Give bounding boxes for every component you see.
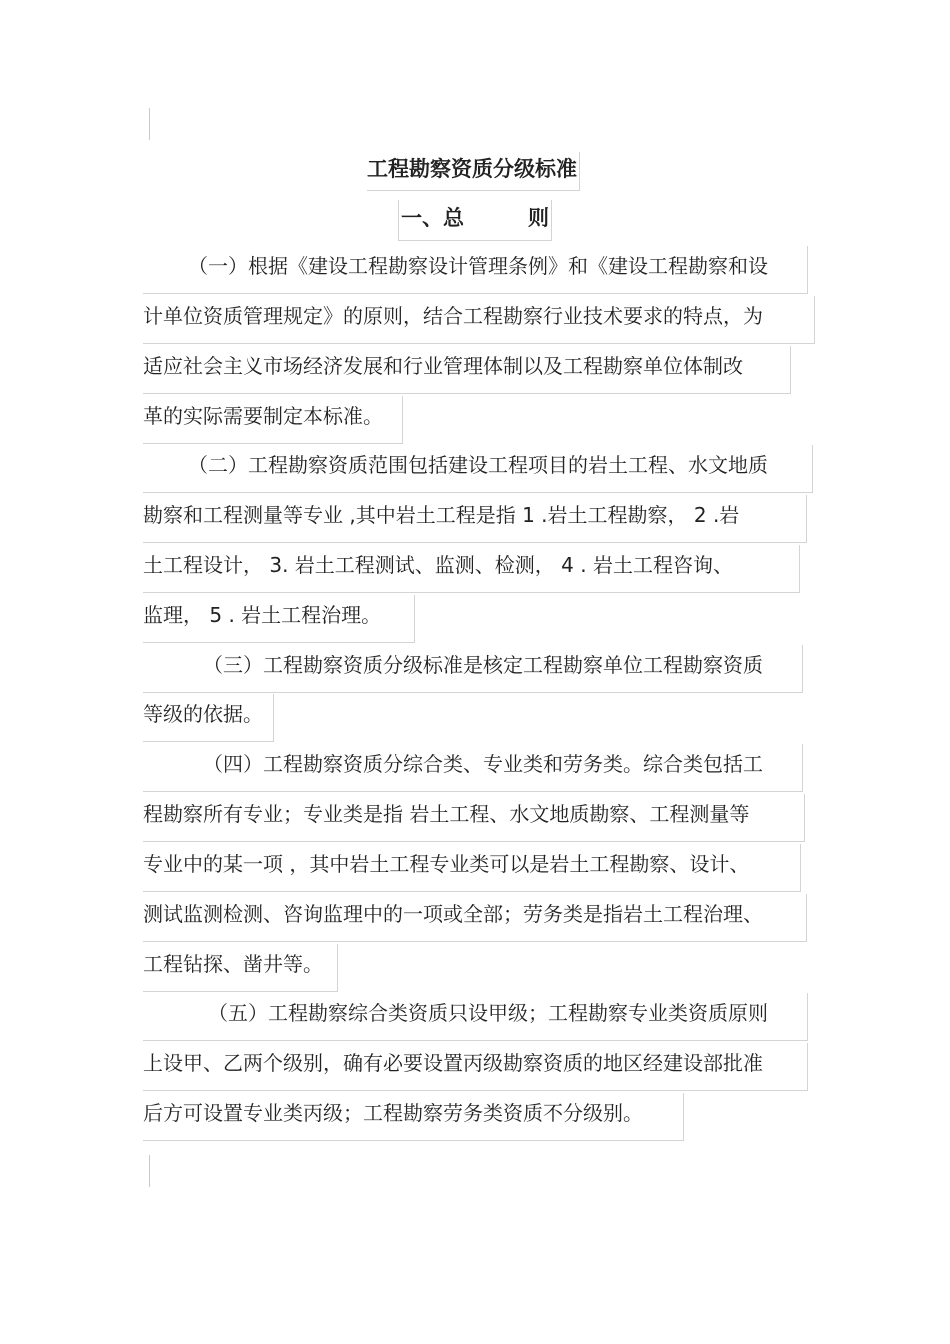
paragraph-1-line-1: （一）根据《建设工程勘察设计管理条例》和《建设工程勘察和设 <box>143 246 808 294</box>
paragraph-2-line-4: 监理， 5 . 岩土工程治理。 <box>143 595 415 643</box>
chapter-heading <box>398 200 552 241</box>
paragraph-1-line-3: 适应社会主义市场经济发展和行业管理体制以及工程勘察单位体制改 <box>143 346 791 394</box>
paragraph-1-line-2: 计单位资质管理规定》的原则，结合工程勘察行业技术要求的特点，为 <box>143 296 815 344</box>
paragraph-2-line-3: 土工程设计， 3. 岩土工程测试、监测、检测， 4 . 岩土工程咨询、 <box>143 545 800 593</box>
paragraph-5-line-1: （五）工程勘察综合类资质只设甲级；工程勘察专业类资质原则 <box>143 993 808 1041</box>
chapter-number: 一、总 <box>401 206 464 230</box>
page-corner-mark-top <box>149 108 150 140</box>
paragraph-2-line-2: 勘察和工程测量等专业 ,其中岩土工程是指 1 .岩土工程勘察， 2 .岩 <box>143 495 807 543</box>
paragraph-4-line-1: （四）工程勘察资质分综合类、专业类和劳务类。综合类包括工 <box>143 744 803 792</box>
page-corner-mark-bottom <box>149 1155 150 1187</box>
paragraph-4-line-4: 测试监测检测、咨询监理中的一项或全部；劳务类是指岩土工程治理、 <box>143 894 807 942</box>
paragraph-4-line-5: 工程钻探、凿井等。 <box>143 944 338 992</box>
paragraph-3-line-1: （三）工程勘察资质分级标准是核定工程勘察单位工程勘察资质 <box>143 645 803 693</box>
paragraph-4-line-2: 程勘察所有专业；专业类是指 岩土工程、水文地质勘察、工程测量等 <box>143 794 805 842</box>
paragraph-3-line-2: 等级的依据。 <box>143 694 274 742</box>
paragraph-1-line-4: 革的实际需要制定本标准。 <box>143 396 403 444</box>
paragraph-4-line-3: 专业中的某一项 ，其中岩土工程专业类可以是岩土工程勘察、设计、 <box>143 844 801 892</box>
document-title: 工程勘察资质分级标准 <box>367 152 580 191</box>
paragraph-2-line-1: （二）工程勘察资质范围包括建设工程项目的岩土工程、水文地质 <box>143 445 813 493</box>
paragraph-5-line-3: 后方可设置专业类丙级；工程勘察劳务类资质不分级别。 <box>143 1093 684 1141</box>
chapter-name: 则 <box>528 206 549 230</box>
paragraph-5-line-2: 上设甲、乙两个级别，确有必要设置丙级勘察资质的地区经建设部批准 <box>143 1043 808 1091</box>
